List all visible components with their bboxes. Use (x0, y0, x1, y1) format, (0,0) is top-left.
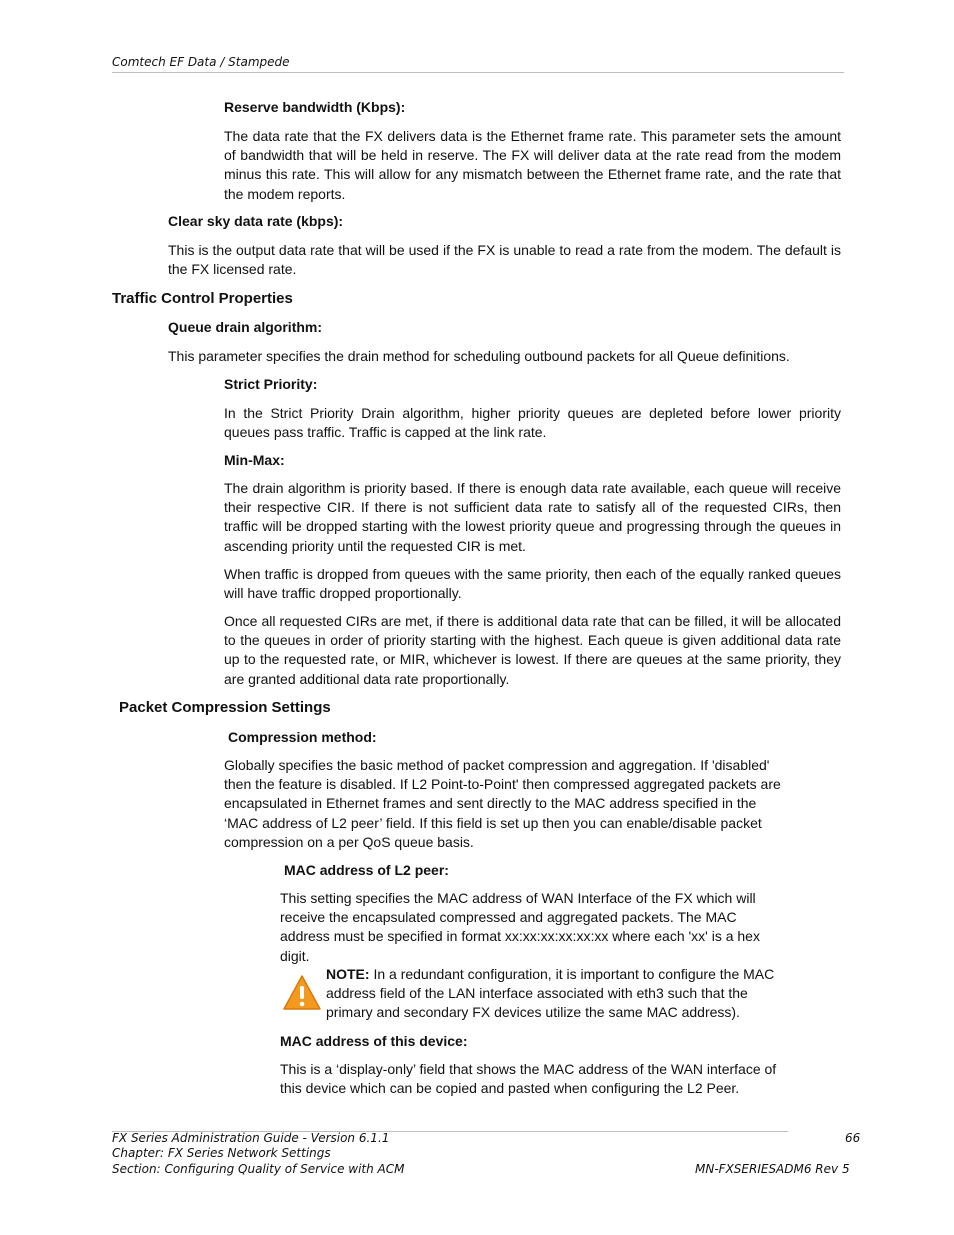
footer-guide-title: FX Series Administration Guide - Version 6.1.1 (112, 1131, 390, 1145)
document-id: MN-FXSERIESADM6 Rev 5 (695, 1162, 850, 1176)
reserve-heading: Reserve bandwidth (Kbps): (224, 99, 406, 115)
strict-priority-body: In the Strict Priority Drain algorithm, higher priority queues are depleted before lower priority queues pass traffic. Traffic is capped at the link rate. (224, 405, 841, 441)
compression-method-heading: Compression method: (228, 729, 377, 745)
clear-sky-heading: Clear sky data rate (kbps): (168, 213, 344, 229)
min-max-paragraph-2: When traffic is dropped from queues with the same priority, then each of the equally ranked queues will have traffic dropped proportionally. (224, 566, 841, 602)
min-max-paragraph-1: The drain algorithm is priority based. If there is enough data rate available, each queue will receive their respective CIR. If there is not sufficient data rate to satisfy all of the requested CIRs, then traffic will be dropped starting with the lowest priority queue and progressing through the queues in ascending priority until the requested CIR is met. (224, 480, 841, 554)
queue-drain-heading: Queue drain algorithm: (168, 319, 323, 335)
clear-sky-body: This is the output data rate that will be used if the FX is unable to read a rate from the modem. The default is the FX licensed rate. (168, 242, 841, 278)
warning-triangle-icon (282, 974, 322, 1012)
note-body: In a redundant configuration, it is important to configure the MAC address field of the LAN interface associated with eth3 such that the primary and secondary FX devices utilize the same MAC address). (326, 966, 775, 1021)
mac-this-device-heading: MAC address of this device: (280, 1033, 468, 1049)
queue-drain-body: This parameter specifies the drain method for scheduling outbound packets for all Queue definitions. (168, 348, 790, 364)
reserve-body: The data rate that the FX delivers data is the Ethernet frame rate. This parameter sets the amount of bandwidth that will be held in reserve. The FX will deliver data at the rate read from the modem minus this rate. This will allow for any mismatch between the Ethernet frame rate, and the rate that the modem reports. (224, 128, 841, 202)
header-rule (112, 72, 844, 73)
footer-section: Section: Configuring Quality of Service with ACM (112, 1162, 405, 1176)
footer-chapter: Chapter: FX Series Network Settings (112, 1146, 331, 1160)
packet-compression-heading: Packet Compression Settings (119, 699, 331, 716)
compression-method-body: Globally specifies the basic method of packet compression and aggregation. If 'disabled' then the feature is disabled. If L2 Point-to-Point' then compressed aggregated packets are encapsulated in Ethernet frames and sent directly to the MAC address specified in the ‘MAC address of L2 peer’ field. If this field is set up then you can enable/disable packet compression on a per QoS queue basis. (224, 757, 781, 850)
strict-priority-heading: Strict Priority: (224, 376, 318, 392)
note-label: NOTE: (326, 966, 370, 982)
traffic-control-heading: Traffic Control Properties (112, 290, 293, 307)
min-max-paragraph-3: Once all requested CIRs are met, if there is additional data rate that can be filled, it will be allocated to the queues in order of priority starting with the highest. Each queue is given additional data rate up to the requested rate, or MIR, whichever is lowest. If there are queues at the same priority, they are granted additional data rate proportionally. (224, 613, 841, 687)
mac-l2-peer-body: This setting specifies the MAC address of WAN Interface of the FX which will receive the encapsulated compressed and aggregated packets. The MAC address must be specified in format xx:xx:xx:xx:xx:xx where each 'xx' is a hex digit. (280, 890, 760, 964)
mac-this-device-body: This is a ‘display-only’ field that shows the MAC address of the WAN interface of this device which can be copied and pasted when configuring the L2 Peer. (280, 1061, 777, 1097)
min-max-heading: Min-Max: (224, 452, 285, 468)
running-header: Comtech EF Data / Stampede (112, 55, 290, 69)
mac-l2-peer-heading: MAC address of L2 peer: (284, 862, 449, 878)
page-number: 66 (845, 1131, 861, 1145)
note-block (326, 965, 781, 1023)
